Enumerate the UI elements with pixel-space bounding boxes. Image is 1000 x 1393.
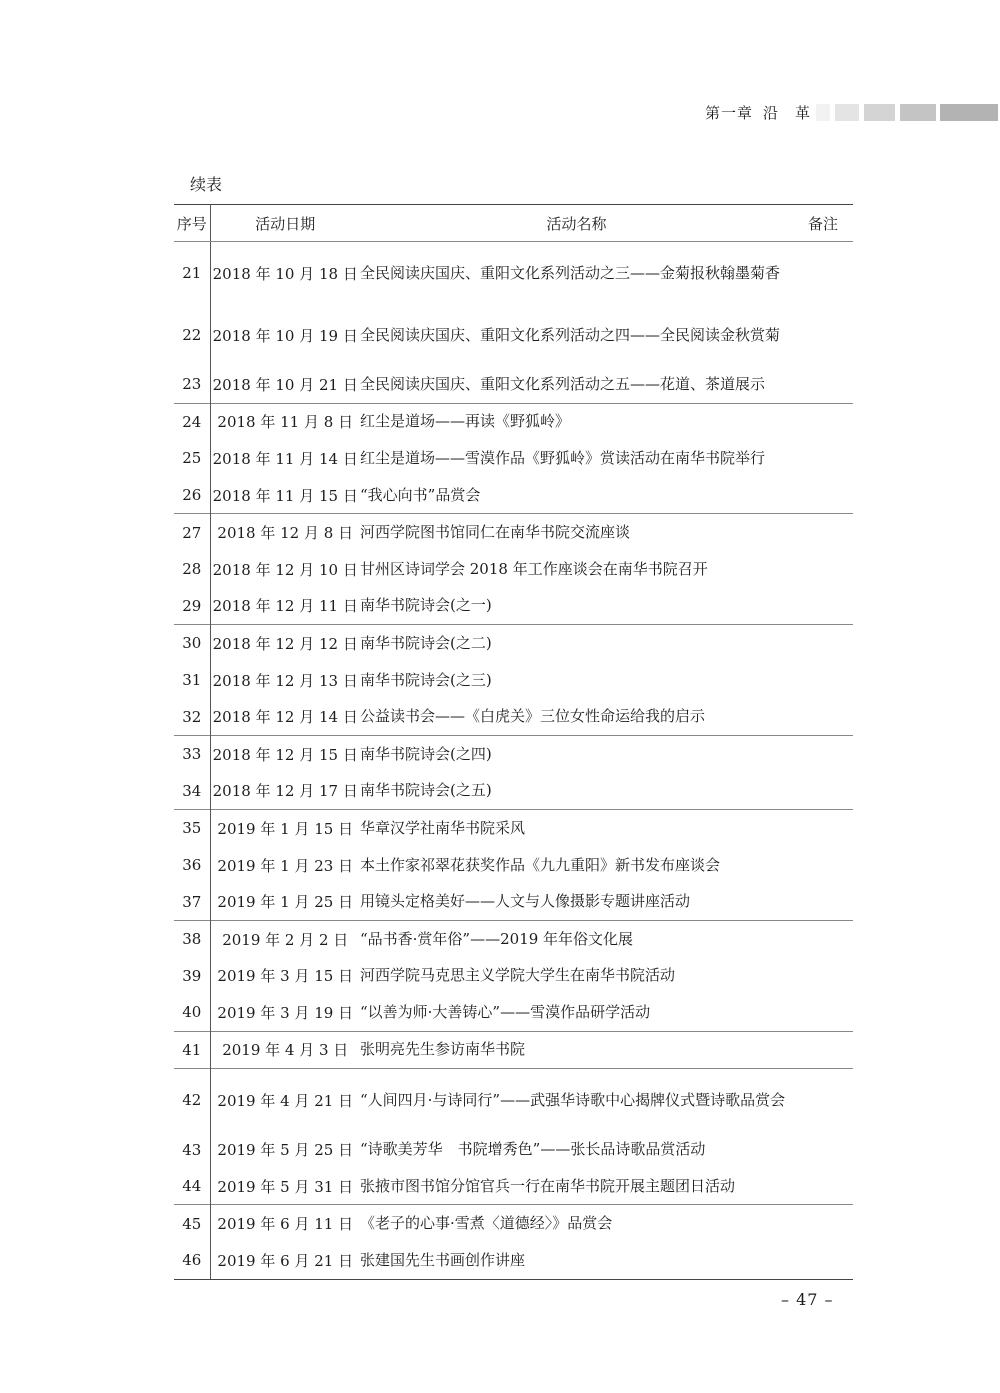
row-date: 2019 年 4 月 21 日 (210, 1069, 360, 1132)
row-index: 26 (174, 477, 210, 514)
header-block (940, 104, 998, 121)
row-date: 2018 年 12 月 14 日 (212, 708, 358, 727)
row-date: 2019 年 4 月 3 日 (210, 1031, 360, 1069)
table-row (174, 847, 853, 884)
table-row (174, 440, 853, 477)
chapter-heading (705, 102, 811, 123)
row-date: 2018 年 11 月 15 日 (212, 486, 358, 505)
row-activity-name: 公益读书会——《白虎关》三位女性命运给我的启示 (360, 707, 706, 726)
row-index: 33 (174, 735, 210, 772)
row-date: 2019 年 3 月 15 日 (217, 967, 354, 986)
row-index: 41 (174, 1031, 210, 1069)
row-activity-name: “人间四月·与诗同行”——武强华诗歌中心揭牌仪式暨诗歌品赏会 (360, 1069, 793, 1132)
row-activity-name: 用镜头定格美好——人文与人像摄影专题讲座活动 (360, 892, 691, 911)
table-row (174, 1205, 853, 1242)
row-activity-name: “品书香·赏年俗”——2019 年年俗文化展 (360, 920, 793, 957)
row-remarks (793, 920, 853, 957)
row-remarks (793, 1168, 853, 1205)
row-index: 43 (174, 1131, 210, 1168)
row-date: 2018 年 12 月 17 日 (212, 782, 358, 801)
row-date: 2018 年 12 月 11 日 (212, 597, 358, 616)
table-row (174, 403, 853, 440)
row-date: 2018 年 12 月 12 日 (210, 625, 360, 662)
table-row (174, 1031, 853, 1069)
row-index: 27 (174, 514, 210, 551)
header-block (900, 104, 936, 121)
row-index: 22 (174, 304, 210, 366)
row-date: 2018 年 10 月 21 日 (212, 375, 358, 394)
row-activity-name: 全民阅读庆国庆、重阳文化系列活动之五——花道、茶道展示 (360, 374, 766, 393)
activity-table (174, 204, 853, 1280)
table-row (174, 735, 853, 772)
row-activity-name: 红尘是道场——再读《野狐岭》 (360, 403, 793, 440)
row-index: 30 (174, 625, 210, 662)
row-remarks (793, 1069, 853, 1132)
row-date: 2019 年 3 月 19 日 (217, 1003, 354, 1022)
table-row (174, 994, 853, 1031)
header-remarks: 备注 (793, 205, 853, 242)
table-row (174, 698, 853, 735)
row-remarks (793, 514, 853, 551)
row-remarks (793, 735, 853, 772)
header-date: 活动日期 (210, 205, 360, 242)
row-activity-name: 张建国先生书画创作讲座 (360, 1242, 793, 1279)
table-row (174, 588, 853, 625)
row-index: 31 (174, 662, 210, 699)
table-row (174, 883, 853, 920)
row-activity-name: 张掖市图书馆分馆官兵一行在南华书院开展主题团日活动 (360, 1176, 736, 1195)
table-row (174, 304, 853, 366)
running-header (705, 104, 811, 121)
row-date: 2018 年 11 月 8 日 (210, 403, 360, 440)
row-date: 2018 年 10 月 18 日 (212, 264, 358, 283)
row-remarks (793, 477, 853, 514)
row-index: 35 (174, 810, 210, 847)
table-row (174, 551, 853, 588)
table-row (174, 810, 853, 847)
table-row (174, 366, 853, 403)
row-activity-name: 南华书院诗会(之三) (360, 670, 492, 689)
table-row (174, 1168, 853, 1205)
row-activity-name: 《老子的心事·雪煮〈道德经〉》品赏会 (360, 1205, 793, 1242)
row-date: 2019 年 5 月 31 日 (217, 1177, 354, 1196)
row-index: 40 (174, 994, 210, 1031)
row-remarks (793, 847, 853, 884)
row-index: 37 (174, 883, 210, 920)
row-activity-name: 本土作家祁翠花获奖作品《九九重阳》新书发布座谈会 (360, 855, 721, 874)
row-index: 25 (174, 440, 210, 477)
header-block (864, 104, 895, 121)
row-date: 2018 年 12 月 10 日 (212, 560, 358, 579)
table-row (174, 773, 853, 810)
row-activity-name: 全民阅读庆国庆、重阳文化系列活动之三——金菊报秋翰墨菊香 (360, 263, 781, 282)
section-label: 沿 革 (763, 104, 812, 122)
row-date: 2018 年 10 月 19 日 (212, 326, 358, 345)
row-remarks (793, 662, 853, 699)
table-row (174, 958, 853, 995)
header-activity-name: 活动名称 (360, 205, 793, 242)
row-remarks (793, 958, 853, 995)
row-date: 2018 年 12 月 15 日 (210, 735, 360, 772)
row-activity-name: 华章汉学社南华书院采风 (360, 810, 793, 847)
row-index: 28 (174, 551, 210, 588)
row-index: 21 (174, 242, 210, 305)
row-index: 44 (174, 1168, 210, 1205)
table-row (174, 242, 853, 305)
row-remarks (793, 1031, 853, 1069)
row-activity-name: 南华书院诗会(之一) (360, 596, 492, 615)
row-remarks (793, 698, 853, 735)
row-remarks (793, 773, 853, 810)
row-index: 24 (174, 403, 210, 440)
row-date: 2019 年 6 月 21 日 (210, 1242, 360, 1279)
row-remarks (793, 625, 853, 662)
table-row (174, 1242, 853, 1279)
row-activity-name: 南华书院诗会(之二) (360, 625, 793, 662)
row-index: 36 (174, 847, 210, 884)
row-date: 2019 年 1 月 15 日 (210, 810, 360, 847)
row-activity-name: 全民阅读庆国庆、重阳文化系列活动之四——全民阅读金秋赏菊 (360, 325, 781, 344)
table-row (174, 477, 853, 514)
row-activity-name: “以善为师·大善铸心”——雪漠作品研学活动 (360, 1002, 651, 1021)
header-block (816, 104, 830, 121)
row-remarks (793, 403, 853, 440)
row-date: 2019 年 1 月 25 日 (217, 893, 354, 912)
table-row (174, 1069, 853, 1132)
row-activity-name: “我心向书”品赏会 (360, 485, 481, 504)
row-activity-name: 南华书院诗会(之五) (360, 781, 492, 800)
row-index: 46 (174, 1242, 210, 1279)
row-index: 32 (174, 698, 210, 735)
row-date: 2018 年 12 月 13 日 (212, 671, 358, 690)
row-remarks (793, 1242, 853, 1279)
table-row (174, 514, 853, 551)
row-index: 34 (174, 773, 210, 810)
row-date: 2019 年 6 月 11 日 (210, 1205, 360, 1242)
row-index: 23 (174, 366, 210, 403)
row-activity-name: 河西学院图书馆同仁在南华书院交流座谈 (360, 514, 793, 551)
row-index: 39 (174, 958, 210, 995)
row-remarks (793, 304, 853, 366)
row-remarks (793, 588, 853, 625)
row-remarks (793, 242, 853, 305)
header-block (835, 104, 859, 121)
row-remarks (793, 366, 853, 403)
row-date: 2019 年 5 月 25 日 (217, 1141, 354, 1160)
table-row (174, 1131, 853, 1168)
chapter-label: 第一章 (705, 104, 754, 122)
table-row (174, 920, 853, 957)
row-date: 2018 年 12 月 8 日 (210, 514, 360, 551)
row-index: 45 (174, 1205, 210, 1242)
row-activity-name: 南华书院诗会(之四) (360, 735, 793, 772)
row-remarks (793, 1205, 853, 1242)
row-activity-name: “诗歌美芳华 书院增秀色”——张长品诗歌品赏活动 (360, 1140, 706, 1159)
row-remarks (793, 883, 853, 920)
row-activity-name: 甘州区诗词学会 2018 年工作座谈会在南华书院召开 (360, 559, 708, 578)
row-remarks (793, 440, 853, 477)
row-remarks (793, 810, 853, 847)
table-continued-caption: 续表 (190, 175, 223, 194)
row-activity-name: 红尘是道场——雪漠作品《野狐岭》赏读活动在南华书院举行 (360, 448, 766, 467)
row-activity-name: 河西学院马克思主义学院大学生在南华书院活动 (360, 966, 676, 985)
row-index: 29 (174, 588, 210, 625)
row-date: 2018 年 11 月 14 日 (212, 449, 358, 468)
page-number: – 47 – (781, 1290, 834, 1309)
row-date: 2019 年 1 月 23 日 (217, 856, 354, 875)
row-index: 38 (174, 920, 210, 957)
row-date: 2019 年 2 月 2 日 (210, 920, 360, 957)
table-header-row (174, 205, 853, 242)
header-index: 序号 (174, 205, 210, 242)
row-activity-name: 张明亮先生参访南华书院 (360, 1031, 793, 1069)
row-remarks (793, 1131, 853, 1168)
row-index: 42 (174, 1069, 210, 1132)
row-remarks (793, 994, 853, 1031)
row-remarks (793, 551, 853, 588)
table-row (174, 662, 853, 699)
table-row (174, 625, 853, 662)
